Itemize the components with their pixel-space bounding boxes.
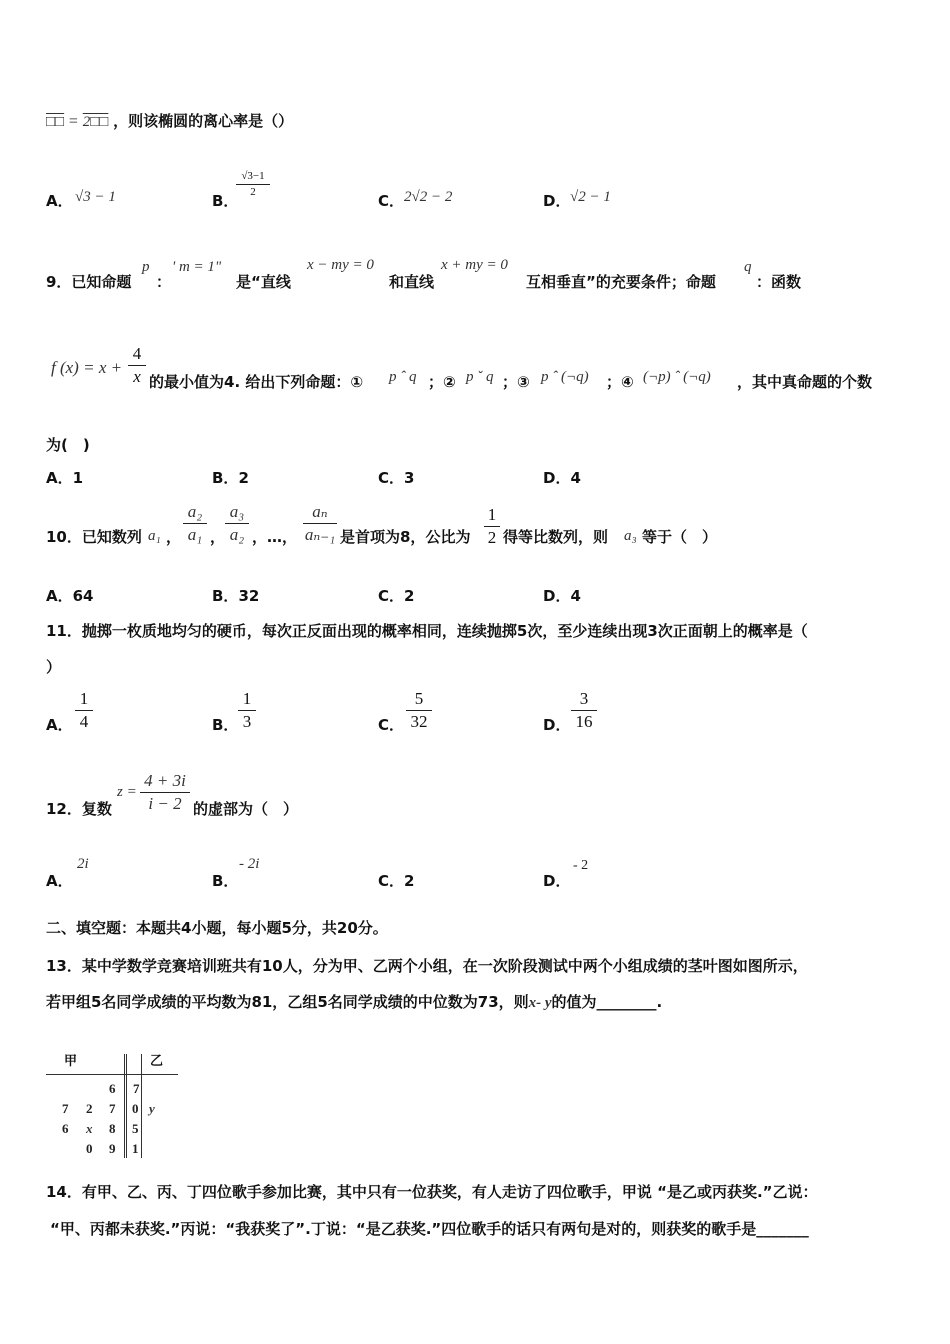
q13-expression: x- y xyxy=(528,995,552,1011)
q11-option-d-label: D． xyxy=(543,716,571,734)
q9-function-fraction xyxy=(128,344,146,387)
fraction-bar xyxy=(406,710,432,711)
q10-option-a xyxy=(46,585,93,606)
q9-line-2: x + my = 0 xyxy=(441,257,508,273)
q8-option-d-label: D． xyxy=(543,192,571,210)
fraction-bar xyxy=(303,523,337,524)
stem-8: 8 xyxy=(109,1121,116,1136)
fraction-denominator: a₁ xyxy=(187,525,203,544)
fraction-denominator: 3 xyxy=(242,712,252,731)
q12-option-a-value: 2i xyxy=(77,856,89,872)
section-2-title: 二、填空题：本题共4小题，每小题5分，共20分。 xyxy=(46,919,388,937)
q11-option-c-fraction xyxy=(406,689,432,732)
stem-7: 7 xyxy=(109,1101,116,1116)
fraction-denominator: i − 2 xyxy=(148,794,182,813)
leaf-right: 7 xyxy=(133,1081,140,1096)
q12-option-b-label: B． xyxy=(212,872,239,890)
q9-sep-2: ；③ xyxy=(502,373,530,391)
q8-stem xyxy=(46,110,293,131)
q10-fraction-1 xyxy=(183,502,207,545)
q13-line-1: 13．某中学数学竞赛培训班共有10人，分为甲、乙两个小组，在一次阶段测试中两个小组成绩的茎叶图如图所示， xyxy=(46,957,808,975)
q9-option-a xyxy=(46,467,83,488)
q9-prop-1: p ˆ q xyxy=(389,369,417,385)
option-label: B． xyxy=(212,587,239,605)
q9-option-c xyxy=(378,467,414,488)
leaf-left-x: x xyxy=(86,1121,93,1136)
q10-comma-1: ， xyxy=(166,528,182,546)
option-value: 3 xyxy=(404,469,415,487)
option-value: 2 xyxy=(404,587,415,605)
q14-line-1: 14．有甲、乙、丙、丁四位歌手参加比赛，其中只有一位获奖，有人走访了四位歌手，甲说 “是乙或丙获奖.”乙说： xyxy=(46,1183,818,1201)
fraction-denominator: 2 xyxy=(250,186,256,198)
q12-option-a-label: A． xyxy=(46,872,73,890)
q12-option-b-value: - 2i xyxy=(239,856,260,872)
stem-leaf-header-right: 乙 xyxy=(150,1054,164,1069)
q10-text-1: 是首项为8，公比为 xyxy=(340,528,471,546)
fraction-denominator: 32 xyxy=(410,712,428,731)
q9-sep-1: ；② xyxy=(428,373,456,391)
fraction-numerator: a₃ xyxy=(229,502,245,521)
fraction-numerator: 3 xyxy=(579,689,589,708)
option-value: 4 xyxy=(570,587,581,605)
option-value: 2 xyxy=(404,872,415,890)
fraction-denominator: a₂ xyxy=(229,525,245,544)
q9-q: q xyxy=(744,259,752,275)
q11-option-a-label: A． xyxy=(46,716,73,734)
fraction-bar xyxy=(183,523,207,524)
q8-option-a-label: A． xyxy=(46,192,73,210)
q9-function: f (x) = x + xyxy=(51,358,123,377)
option-label: C． xyxy=(378,872,405,890)
fraction-numerator: 1 xyxy=(242,689,252,708)
fraction-numerator: 5 xyxy=(414,689,424,708)
q8-option-c-value: 2√2 − 2 xyxy=(404,189,453,205)
option-label: C． xyxy=(378,587,405,605)
fraction-denominator: 2 xyxy=(487,528,497,547)
leaf-left: 2 xyxy=(86,1101,93,1116)
fraction-bar xyxy=(140,792,190,793)
fraction-numerator: 1 xyxy=(487,505,497,524)
q11-option-a-fraction xyxy=(75,689,93,732)
q10-number: 10．已知数列 xyxy=(46,528,142,546)
equals-sign: = xyxy=(68,113,78,130)
fraction-numerator: √3−1 xyxy=(241,170,265,182)
option-value: 4 xyxy=(570,469,581,487)
option-value: 64 xyxy=(72,587,94,605)
leaf-right: 5 xyxy=(132,1121,139,1136)
q11-option-b-label: B． xyxy=(212,716,239,734)
q9-text-3: 互相垂直”的充要条件；命题 xyxy=(526,273,716,291)
q14-line-2: “甲、丙都未获奖.”丙说：“我获奖了”.丁说：“是乙获奖.”四位歌手的话只有两句是对的，则获奖的歌手是_______ xyxy=(50,1220,809,1238)
fraction-denominator: aₙ₋₁ xyxy=(304,525,336,544)
q9-prop-2: p ˇ q xyxy=(466,369,494,385)
q10-text-3: 等于（ ） xyxy=(642,528,718,546)
option-value: 2 xyxy=(238,469,249,487)
q12-option-d-value: - 2 xyxy=(573,858,589,873)
fraction-denominator: x xyxy=(133,367,141,386)
fraction-numerator: 4 xyxy=(132,344,142,363)
q10-text-2: 得等比数列，则 xyxy=(503,528,609,546)
option-label: D． xyxy=(543,587,571,605)
leaf-right: 1 xyxy=(132,1141,139,1156)
q9-condition: ' m = 1" xyxy=(172,259,222,275)
stem-9: 9 xyxy=(109,1141,116,1156)
q8-option-b-fraction xyxy=(236,170,270,199)
q12-option-c xyxy=(378,870,414,891)
q13-line-2 xyxy=(46,991,662,1012)
stem-leaf-right-divider xyxy=(141,1054,142,1158)
option-label: D． xyxy=(543,469,571,487)
q8-option-d-value: √2 − 1 xyxy=(570,189,611,205)
q9-colon: ： xyxy=(156,273,172,291)
q9-text-6: ，其中真命题的个数 xyxy=(737,373,873,391)
q11-line-2: ） xyxy=(46,658,62,676)
q9-option-d xyxy=(543,467,581,488)
q9-line-1: x − my = 0 xyxy=(307,257,374,273)
q10-a1: a₁ xyxy=(148,528,161,544)
option-label: B． xyxy=(212,469,239,487)
q9-p: p xyxy=(142,259,150,275)
q10-comma-2: ， xyxy=(210,528,226,546)
option-value: 1 xyxy=(72,469,84,487)
q11-line-1: 11．抛掷一枚质地均匀的硬币，每次正反面出现的概率相同，连续抛掷5次，至少连续出现3次正面朝上的概率是（ xyxy=(46,622,808,640)
fraction-bar xyxy=(128,365,146,366)
q12-text: 的虚部为（ ） xyxy=(193,800,299,818)
q12-fraction xyxy=(140,771,190,814)
q10-fraction-2 xyxy=(225,502,249,545)
fraction-bar xyxy=(225,523,249,524)
q8-option-c-label: C． xyxy=(378,192,405,210)
q11-option-c-label: C． xyxy=(378,716,405,734)
option-value: 32 xyxy=(238,587,260,605)
fraction-denominator: 4 xyxy=(79,712,89,731)
fraction-bar xyxy=(484,526,500,527)
fraction-bar xyxy=(236,184,270,185)
q10-comma-3: ，…， xyxy=(252,528,298,546)
stem-leaf-left-divider xyxy=(124,1054,125,1158)
fraction-numerator: 1 xyxy=(79,689,89,708)
q9-text-1: 是“直线 xyxy=(236,273,291,291)
option-label: A． xyxy=(46,469,73,487)
fraction-denominator: 16 xyxy=(575,712,593,731)
fraction-numerator: aₙ xyxy=(312,502,328,521)
stem-leaf-header-left: 甲 xyxy=(64,1054,78,1069)
q10-option-c xyxy=(378,585,414,606)
q9-option-b xyxy=(212,467,249,488)
q10-a3: a₃ xyxy=(624,528,637,544)
q8-stem-text: ，则该椭圆的离心率是（） xyxy=(113,112,294,130)
vector-ab: □□ xyxy=(46,114,65,130)
q8-option-b-label: B． xyxy=(212,192,239,210)
vector-rhs: 2□□ xyxy=(82,114,109,130)
q10-option-b xyxy=(212,585,259,606)
q9-prop-4: (¬p) ˆ (¬q) xyxy=(643,369,711,385)
leaf-right-y: y xyxy=(149,1101,155,1116)
q9-text-4: ：函数 xyxy=(756,273,802,291)
q9-prop-3: p ˆ (¬q) xyxy=(541,369,589,385)
fraction-numerator: a₂ xyxy=(187,502,203,521)
q10-ratio xyxy=(484,505,500,548)
q10-fraction-3 xyxy=(303,502,337,545)
q12-option-d-label: D． xyxy=(543,872,571,890)
q9-text-5: 的最小值为4. 给出下列命题：① xyxy=(149,373,364,391)
option-label: C． xyxy=(378,469,405,487)
q9-number: 9．已知命题 xyxy=(46,273,132,291)
q10-option-d xyxy=(543,585,581,606)
leaf-right: 0 xyxy=(132,1101,139,1116)
leaf-left: 7 xyxy=(62,1101,69,1116)
q12-number: 12．复数 xyxy=(46,800,112,818)
q12-z: z = xyxy=(117,784,137,800)
q9-text-7: 为( ) xyxy=(46,436,90,454)
stem-leaf-right-divider-a xyxy=(126,1054,127,1158)
stem-leaf-diagram xyxy=(46,1050,181,1162)
q11-option-d-fraction xyxy=(571,689,597,732)
leaf-left: 6 xyxy=(62,1121,69,1136)
stem-leaf-horizontal-rule xyxy=(46,1074,178,1075)
fraction-numerator: 4 + 3i xyxy=(144,771,186,790)
fraction-bar xyxy=(571,710,597,711)
q13-blank: 的值为________. xyxy=(551,993,663,1011)
q13-line-2-text: 若甲组5名同学成绩的平均数为81，乙组5名同学成绩的中位数为73，则 xyxy=(46,993,529,1011)
q9-text-2: 和直线 xyxy=(389,273,435,291)
fraction-bar xyxy=(75,710,93,711)
leaf-left: 0 xyxy=(86,1141,93,1156)
q11-option-b-fraction xyxy=(238,689,256,732)
q8-option-a-value: √3 − 1 xyxy=(75,189,116,205)
option-label: A． xyxy=(46,587,73,605)
fraction-bar xyxy=(238,710,256,711)
stem-6: 6 xyxy=(109,1081,116,1096)
q9-sep-3: ；④ xyxy=(606,373,634,391)
